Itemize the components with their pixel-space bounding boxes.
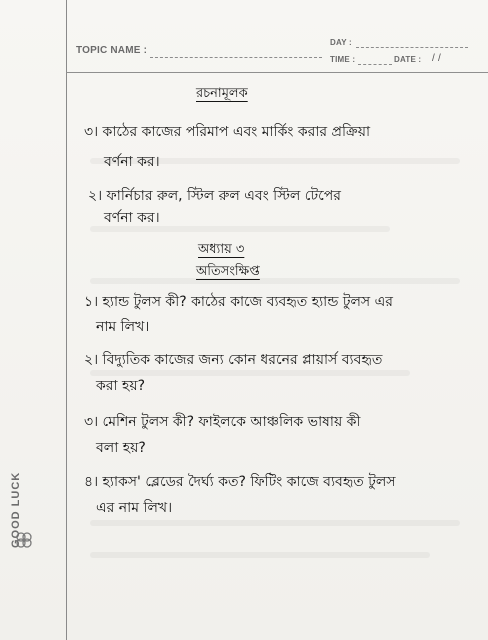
bleed-through bbox=[90, 520, 460, 526]
time-label: TIME : bbox=[330, 55, 356, 64]
date-label: DATE : bbox=[394, 55, 422, 64]
section-heading-otishongkhipto: অতিসংক্ষিপ্ত bbox=[196, 264, 260, 279]
time-rule bbox=[358, 64, 392, 65]
question-line: ১। হ্যান্ড টুলস কী? কাঠের কাজে ব্যবহৃত হ্যান্ড টুলস এর bbox=[84, 294, 393, 310]
section-heading-rochonamulok: রচনামূলক bbox=[196, 86, 248, 101]
day-rule bbox=[356, 47, 468, 48]
question-line: বর্ণনা কর। bbox=[104, 210, 160, 226]
date-slashes: / / bbox=[432, 53, 441, 64]
question-line: নাম লিখ। bbox=[96, 319, 150, 335]
bleed-through bbox=[90, 552, 430, 558]
question-line: এর নাম লিখ। bbox=[96, 500, 173, 516]
question-line: ২। ফার্নিচার রুল, স্টিল রুল এবং স্টিল টেপের bbox=[88, 188, 341, 204]
topic-name-label: TOPIC NAME : bbox=[76, 45, 148, 56]
question-line: ৪। হ্যাকস' ব্লেডের দৈর্ঘ্য কত? ফিটিং কাজে ব্যবহৃত টুলস bbox=[84, 474, 396, 490]
question-line: বর্ণনা কর। bbox=[104, 154, 160, 170]
question-line: বলা হয়? bbox=[96, 440, 146, 456]
question-line: করা হয়? bbox=[96, 378, 146, 394]
question-line: ৩। কাঠের কাজের পরিমাপ এবং মার্কিং করার প্রক্রিয়া bbox=[84, 124, 371, 140]
good-luck-brand: GOOD LUCK bbox=[10, 471, 22, 548]
margin-line bbox=[66, 0, 67, 640]
bleed-through bbox=[90, 278, 460, 284]
question-line: ২। বিদ্যুতিক কাজের জন্য কোন ধরনের প্লায়ার্স ব্যবহৃত bbox=[84, 352, 383, 368]
chapter-heading: অধ্যায় ৩ bbox=[198, 242, 245, 257]
question-line: ৩। মেশিন টুলস কী? ফাইলকে আঞ্চলিক ভাষায় কী bbox=[84, 414, 361, 430]
day-label: DAY : bbox=[330, 38, 352, 47]
topic-name-rule bbox=[150, 57, 322, 58]
header-rule bbox=[66, 72, 488, 73]
